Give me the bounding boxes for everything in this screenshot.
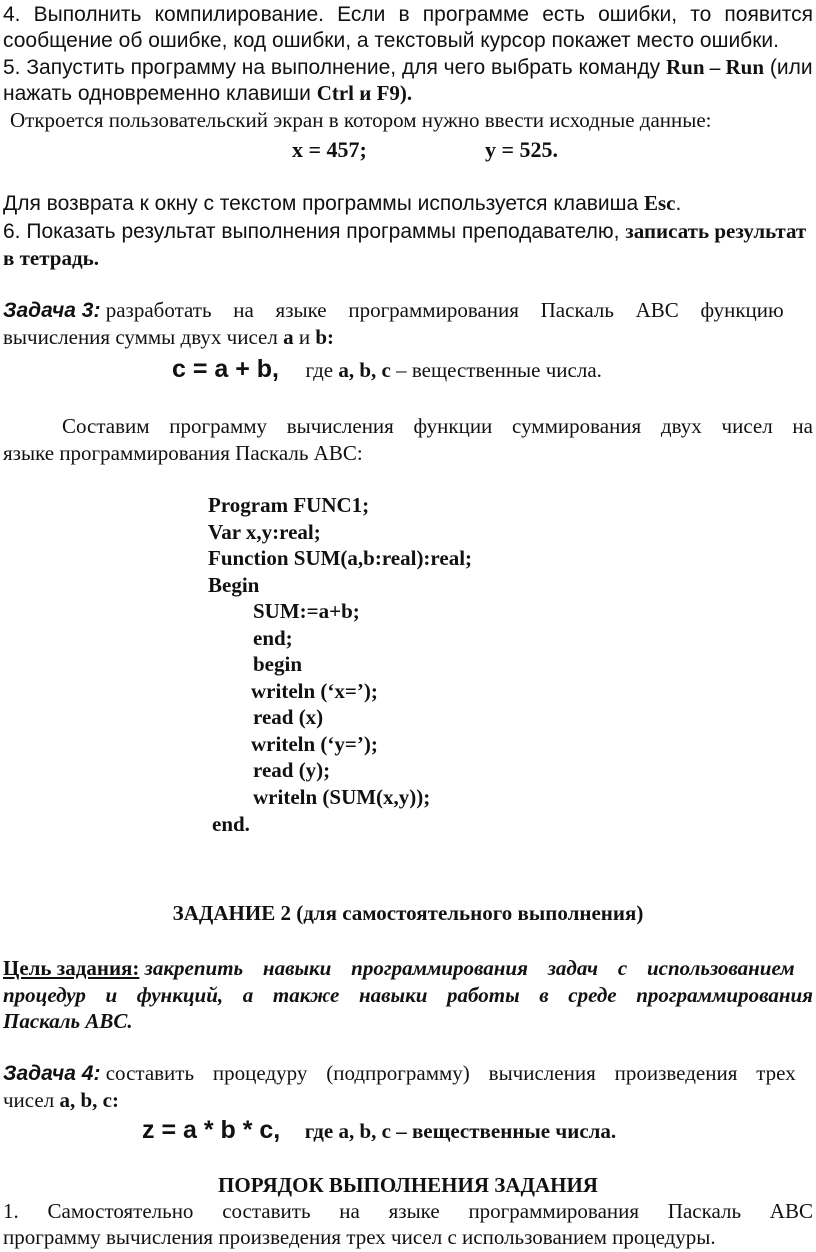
step-5-line-2 [3,80,412,107]
task-3-formula-line [172,356,602,383]
goal-line-3: Паскаль ABC. [3,1009,133,1033]
step-6-line-2: в тетрадь. [3,246,99,270]
step-5-text: 5. Запустить программу на выполнение, для чего выбрать команду [3,56,666,79]
task-4-label: Задача 4: [3,1062,101,1085]
and-word: и [293,325,316,349]
code-line: writeln (SUM(x,y)); [253,785,431,809]
procedure-step-1-line-1: 1. Самостоятельно составить на языке программирования Паскаль ABC [3,1199,813,1223]
user-screen-note: Откроется пользовательский экран в котором нужно ввести исходные данные: [10,108,712,132]
formula-description: – вещественные числа. [396,358,602,382]
task-3-line-1 [3,297,813,324]
input-y-value: y = 525. [485,137,559,162]
task-3-description: разработать на языке программирования Паскаль ABC функцию [105,298,784,322]
task-3-line-2 [3,324,334,350]
step-5-line-1 [3,54,813,81]
task-4-description: составить процедуру (подпрограмму) вычисления произведения трех [105,1061,796,1085]
procedure-heading: ПОРЯДОК ВЫПОЛНЕНИЯ ЗАДАНИЯ [218,1173,598,1197]
step-4-line-1: 4. Выполнить компилирование. Если в программе есть ошибки, то появится [3,3,813,26]
goal-line-1 [3,955,813,981]
code-line: begin [253,652,303,676]
where-word: где [305,358,334,382]
program-intro-line-2: языке программирования Паскаль ABC: [3,441,363,465]
step-5-paren: (или [764,56,813,79]
code-line: end. [212,812,250,836]
esc-note [3,190,681,217]
step-6-line-1 [3,218,806,245]
esc-note-text: Для возврата к окну с текстом программы используется клавиша [3,192,644,215]
code-line: writeln (‘y=’); [251,732,378,756]
code-line: Function SUM(a,b:real):real; [208,546,473,570]
step-5-keys-text: нажать одновременно клавиши [3,82,317,105]
code-line: end; [253,626,293,650]
hotkey-ctrl-f9: Ctrl и F9). [316,81,413,105]
code-line: Var x,y:real; [208,520,321,544]
write-result-emphasis: записать результат [625,219,807,243]
code-line: Begin [208,573,260,597]
task-4-numbers-text: чисел [3,1088,60,1112]
var-b: b: [315,325,335,349]
esc-note-dot: . [675,192,682,215]
formula-sum: c = a + b, [172,355,280,383]
run-command: Run – Run [665,55,765,79]
goal-text: закрепить навыки программирования задач с использованием [144,956,795,980]
assignment-heading: ЗАДАНИЕ 2 (для самостоятельного выполнения) [172,901,644,925]
procedure-step-1-line-2: программу вычисления произведения трех чисел с использованием процедуры. [3,1225,716,1249]
input-x-value: x = 457; [292,137,367,162]
formula-product: z = a * b * c, [142,1116,281,1144]
task-4-line-1 [3,1060,813,1087]
code-line: writeln (‘x=’); [251,679,378,703]
code-line: read (x) [253,705,324,729]
task-4-line-2 [3,1087,119,1113]
task-4-formula-line [142,1117,616,1144]
task-3-sum-text: вычисления суммы двух чисел [3,325,284,349]
goal-line-2: процедур и функций, а также навыки работы в среде программирования [3,983,813,1007]
step-6-text: 6. Показать результат выполнения программы преподавателю, [3,220,626,243]
task-4-vars: a, b, c: [59,1088,119,1112]
goal-label: Цель задания: [3,956,140,980]
step-4-line-2: сообщение об ошибке, код ошибки, а текстовый курсор покажет место ошибки. [3,29,779,52]
code-line: SUM:=a+b; [253,599,360,623]
program-intro-line-1: Составим программу вычисления функции суммирования двух чисел на [62,414,813,438]
code-line: Program FUNC1; [208,493,370,517]
task-4-formula-description: где a, b, c – вещественные числа. [304,1119,617,1143]
task-3-label: Задача 3: [3,299,101,322]
var-a: a [283,325,294,349]
code-line: read (y); [253,758,331,782]
esc-key: Esc [644,191,676,215]
formula-vars: a, b, c [338,358,391,382]
